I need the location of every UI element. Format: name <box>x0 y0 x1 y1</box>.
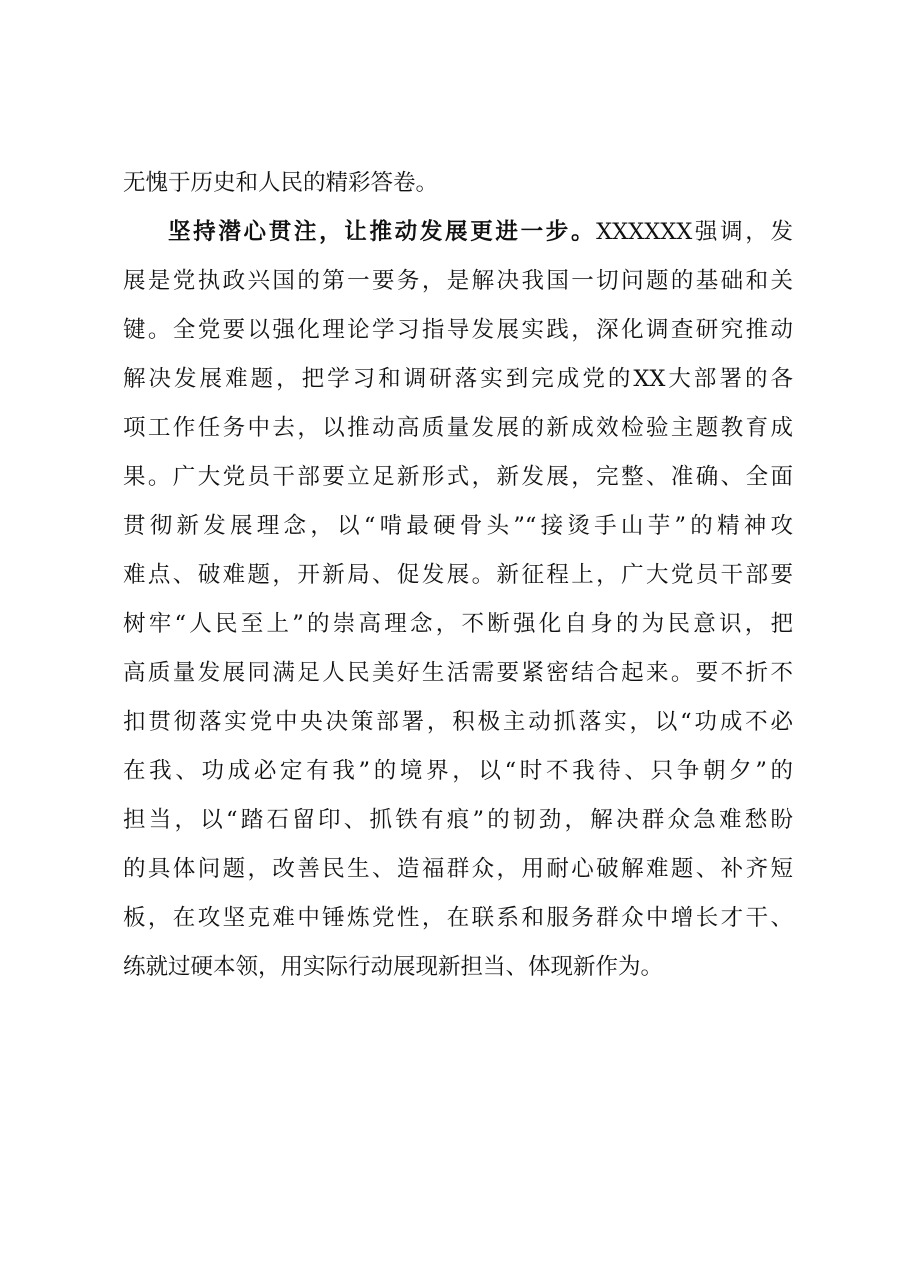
carryover-line: 无愧于历史和人民的精彩答卷。 <box>123 170 439 196</box>
paragraph-line: 果。广大党员干部要立足新形式，新发展，完整、准确、全面 <box>123 464 793 490</box>
paragraph-line: 贯彻新发展理念，以“啃最硬骨头”“接烫手山芋”的精神攻 <box>123 513 793 539</box>
paragraph-last-line: 练就过硬本领，用实际行动展现新担当、体现新作为。 <box>123 954 664 980</box>
paragraph-line: 树牢“人民至上”的崇高理念，不断强化自身的为民意识，把 <box>123 611 793 637</box>
paragraph-line: 板，在攻坚克难中锤炼党性，在联系和服务群众中增长才干、 <box>123 905 793 931</box>
paragraph-line: 解决发展难题，把学习和调研落实到完成党的XX大部署的各 <box>123 366 793 392</box>
paragraph-first-line <box>168 214 793 250</box>
paragraph-first-line-text: XXXXXX强调，发 <box>596 219 793 245</box>
paragraph-line: 的具体问题，改善民生、造福群众，用耐心破解难题、补齐短 <box>123 856 793 882</box>
paragraph-line: 项工作任务中去，以推动高质量发展的新成效检验主题教育成 <box>123 415 793 441</box>
paragraph-line: 扣贯彻落实党中央决策部署，积极主动抓落实，以“功成不必 <box>123 709 793 735</box>
paragraph-line: 难点、破难题，开新局、促发展。新征程上，广大党员干部要 <box>123 562 793 588</box>
paragraph-heading: 坚持潜心贯注，让推动发展更进一步。 <box>168 219 597 245</box>
paragraph-line: 高质量发展同满足人民美好生活需要紧密结合起来。要不折不 <box>123 660 793 686</box>
paragraph-line: 展是党执政兴国的第一要务，是解决我国一切问题的基础和关 <box>123 268 793 294</box>
paragraph-line: 在我、功成必定有我”的境界，以“时不我待、只争朝夕”的 <box>123 758 793 784</box>
paragraph-line: 担当，以“踏石留印、抓铁有痕”的韧劲，解决群众急难愁盼 <box>123 807 793 833</box>
paragraph-line: 键。全党要以强化理论学习指导发展实践，深化调查研究推动 <box>123 317 793 343</box>
